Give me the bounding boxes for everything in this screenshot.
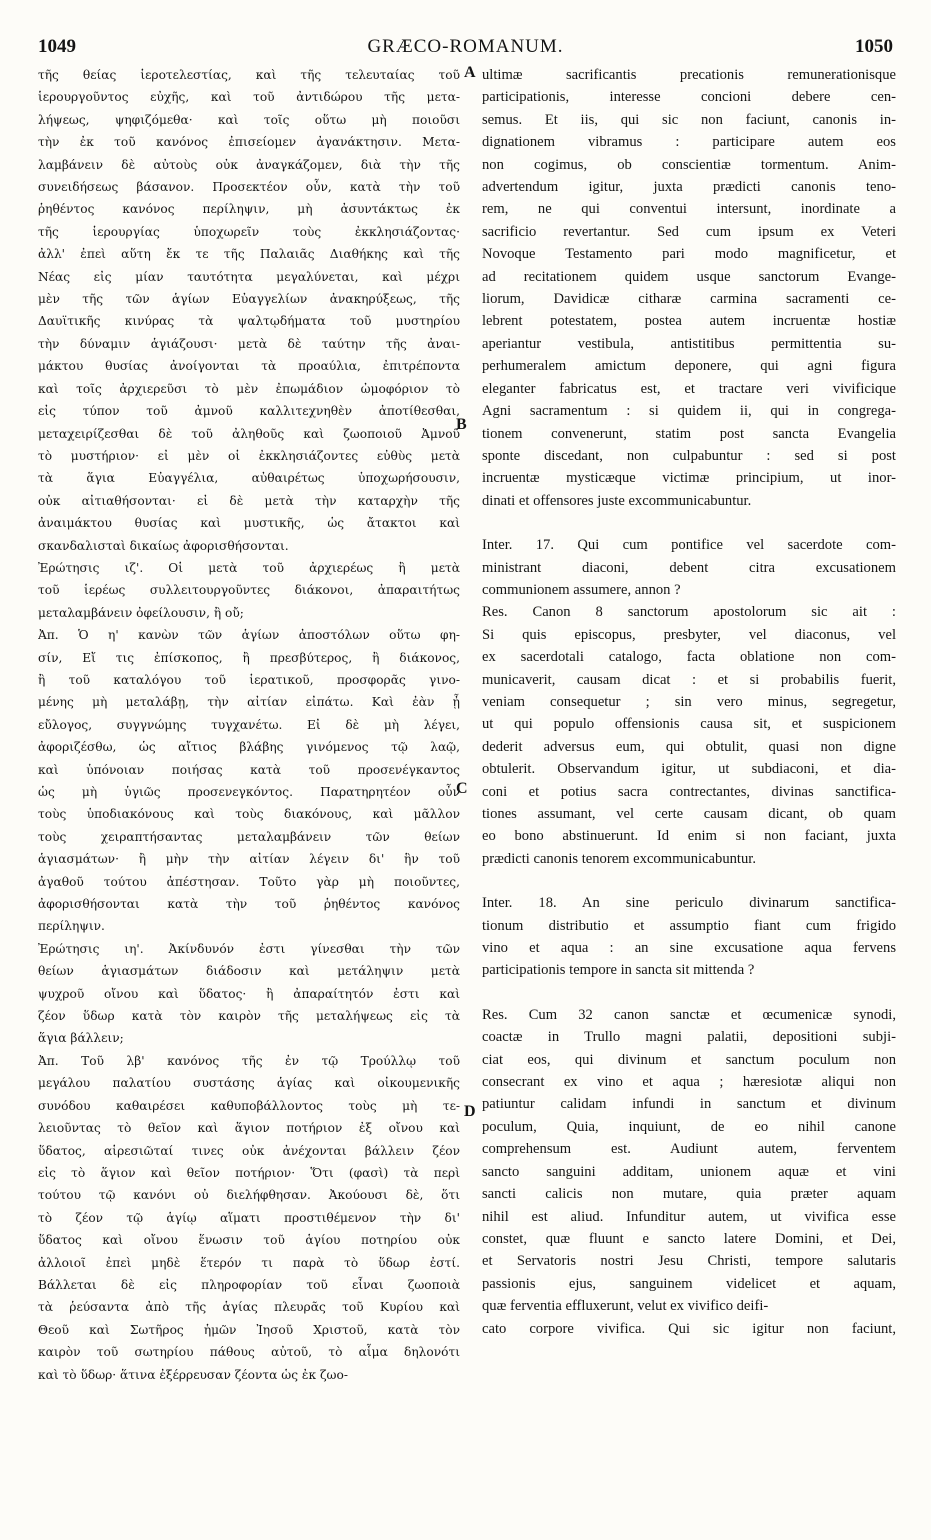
text-line: ὕδατος καὶ οἴνου ἕνωσιν τοῦ ἁγίου ποτηρίου οὐκ [38,1233,460,1248]
text-line: ῥηθέντος κανόνος περίληψιν, μὴ ἀσυντάκτως ἐκ [38,202,460,217]
greek-column [38,64,460,1386]
text-line: aperiantur vestibula, antistitibus permittentia su- [482,335,896,352]
text-line: Si quis episcopus, presbyter, vel diaconus, vel [482,626,896,643]
text-line: ἁγιασμάτων· ἢ μὴν τὴν αἰτίαν λέγειν δι' ἣν τοῦ [38,852,460,867]
text-line: tionem convenerunt, statim post sancta Evangelia [482,425,896,442]
text-line: Res. Canon 8 sanctorum apostolorum sic ait : [482,604,896,621]
text-line: rem, ne qui conventui intersunt, inordinate a [482,201,896,218]
text-line: σίν, Εἴ τις ἐπίσκοπος, ἢ πρεσβύτερος, ἢ διάκονος, [38,650,460,665]
text-line: ἱερουργοῦντος εὐχῆς, καὶ τοῦ ἀντιδώρου τῆς μετα- [38,90,460,105]
section-marker-c: C [456,780,468,797]
text-line: vino et aqua : an sine excusatione aqua fervens [482,940,896,957]
text-line: εἰς τὸ ἅγιον καὶ θεῖον ποτήριον· Ὅτι (φασὶ) τὰ περὶ [38,1165,460,1180]
page-header [38,36,893,62]
text-line: cato corpore vivifica. Qui sic igitur non faciunt, [482,1320,896,1337]
text-line: semus. Et iis, qui sic non faciunt, canonis in- [482,111,896,128]
text-line: οὐκ αἰτιαθήσονται· εἰ δὲ μετὰ τὴν καταρχὴν τῆς [38,493,460,508]
section-marker-a: A [464,64,476,81]
text-line: prædicti canonis tenorem excommunicabuntur. [482,850,756,867]
left-page-number: 1049 [38,36,76,57]
text-line: λήψεως, ψηφιζόμεθα· καὶ τοῖς οὕτω μὴ ποιοῦσι [38,112,460,127]
text-line: τοὺς ὑποδιακόνους καὶ τοὺς διακόνους, καὶ μᾶλλον [38,807,460,822]
text-line: σκανδαλισταὶ δικαίως ἀφορισθήσονται. [38,538,289,553]
text-line: Ἀπ. Τοῦ λβ' κανόνος τῆς ἐν τῷ Τρούλλῳ τοῦ [38,1053,460,1068]
text-line: ἢ τοῦ καταλόγου τοῦ ἱερατικοῦ, προσφορᾶς γινο- [38,672,460,687]
text-line: ψυχροῦ οἴνου καὶ ὕδατος· ἢ ἀπαραίτητόν ἐστι καὶ [38,986,460,1001]
running-title: GRÆCO-ROMANUM. [367,36,564,57]
text-line: καὶ τοῖς ἀρχιερεῦσι τὸ μὲν ἐπωμάδιον ὠμοφόριον τὸ [38,381,460,396]
text-line: eo bono abstinuerunt. Id enim si non faciant, juxta [482,828,896,845]
text-line: ἀγαθοῦ τούτου ἀπέστησαν. Τοῦτο γὰρ μὴ ποιοῦντες, [38,874,460,889]
text-line: ὡς μὴ ὑγιῶς προσενεγκόντος. Παρατηρητέον οὖν [38,785,460,799]
text-line: τοῦ ἱερέως συλλειτουργοῦντες διάκονοι, ἀπαραιτήτως [38,583,460,598]
text-line: Βάλλεται δὲ εἰς πληροφορίαν τοῦ εἶναι ζωοποιὰ [38,1277,460,1292]
text-line: μὲν τῆς τῶν ἁγίων Εὐαγγελίων ἀνακηρύξεως, τῆς [38,292,460,307]
text-line: μάκτου θυσίας ἀνοίγονται τὰ προαύλια, ἐπιτρέποντα [38,359,460,374]
text-line: τοὺς χειραπτήσαντας μεταλαμβάνειν τῶν θείων [38,829,460,844]
text-line: communionem assumere, annon ? [482,581,681,598]
text-line: quæ ferventia effluxerunt, velut ex vivifico deifi- [482,1298,769,1315]
text-line: ἀφοριζέσθω, ὡς αἴτιος βλάβης γινόμενος τῷ λαῷ, [38,740,460,755]
text-line: ἀναιμάκτου θυσίας καὶ μυστικῆς, ὡς ἄτακτοι καὶ [38,516,460,531]
text-line: καιρὸν τοῦ σωτηρίου πάθους αὐτοῦ, τὸ αἷμα δηλονότι [38,1345,460,1360]
text-line: ad recitationem quidem usque sanctorum Evange- [482,268,896,285]
text-line: ciat eos, qui divinum et sanctum poculum non [482,1051,896,1068]
text-line: Inter. 17. Qui cum pontifice vel sacerdote com- [482,537,896,554]
text-line: passionis ejus, sanguinem videlicet et aquam, [482,1275,896,1292]
text-line: ἀλλ' ἐπεὶ αὕτη ἔκ τε τῆς Παλαιᾶς Διαθήκης καὶ τῆς [38,247,460,262]
right-page-number: 1050 [854,36,893,57]
text-line: liorum, Davidicæ citharæ carmina sacramenti ce- [482,291,896,308]
text-line: θείων ἁγιασμάτων διάδοσιν καὶ μετάληψιν μετὰ [38,964,460,979]
text-line: Ἀπ. Ὁ η' κανὼν τῶν ἁγίων ἀποστόλων οὕτω φη- [38,628,460,643]
paragraph-gap [482,870,896,892]
text-line: tionum distributio et assumptio fiant cum frigido [482,917,896,934]
text-line: τὴν δύναμιν ἁγιάζουσι· μετὰ δὲ ταύτην τῆς ἀναι- [38,336,460,351]
text-line: συνόδου καθαιρέσει καθυποβάλλοντος τοὺς μὴ τε- [38,1098,460,1113]
text-line: obtulerit. Observandum igitur, ut subdiaconi, et dia- [482,761,896,778]
text-line: dignationem vibramus : participare autem eos [482,134,896,151]
text-line: τὰ ῥεύσαντα ἀπὸ τῆς ἁγίας πλευρᾶς τοῦ Κυρίου καὶ [38,1300,460,1315]
text-line: participationis tempore in sancta sit mittenda ? [482,962,755,979]
text-line: ultimæ sacrificantis precationis remunerationisque [482,67,896,83]
text-line: sacrificio revertantur. Sed cum ipsum ex Veteri [482,223,896,240]
text-line: non cogimus, ob conscientiæ tormentum. Anim- [482,156,896,173]
text-line: ζέον ὕδωρ κατὰ τὸν καιρὸν τῆς μεταλήψεως εἰς τὰ [38,1009,460,1024]
text-line: τῆς ἱερουργίας ὑποχωρεῖν τοὺς ἐκκλησιάζοντας· [38,224,460,239]
section-marker-b: B [456,416,467,433]
text-line: μένης μὴ μεταλάβῃ, τὴν αἰτίαν εἰπάτω. Καὶ ἐὰν ᾖ [38,695,460,710]
text-line: Agni sacramentum : si quidem ii, qui in congrega- [482,403,896,420]
text-line: coni et potius sacra contrectantes, divinas sanctifica- [482,783,896,800]
text-line: sancto sanguini additam, unionem aquæ et vini [482,1163,896,1180]
text-line: ἀλλοιοῖ ἐπεὶ μηδὲ ἕτερόν τι παρὰ τὸ ὕδωρ ἐστί. [38,1255,460,1270]
text-line: Θεοῦ καὶ Σωτῆρος ἡμῶν Ἰησοῦ Χριστοῦ, κατὰ τὸν [38,1322,460,1337]
text-line: μεταλαμβάνειν ὀφείλουσιν, ἢ οὔ; [38,605,244,620]
text-line: ministrant diaconi, debent citra excusationem [482,559,896,576]
text-line: consecrant ex vino et aqua ; hæresiotæ aliqui non [482,1074,896,1091]
text-line: τὰ ἅγια Εὐαγγέλια, αὐθαιρέτως ὑποχωρήσουσιν, [38,471,460,486]
text-line: nihil est aliud. Infunditur autem, ut vivifica esse [482,1208,896,1225]
text-line: dinati et offensores juste excommunicabuntur. [482,492,752,509]
text-line: veniam consequetur ; sin vero minus, segregetur, [482,693,896,710]
text-line: Ἐρώτησις ιζ'. Οἱ μετὰ τοῦ ἀρχιερέως ἢ μετὰ [38,560,460,575]
text-line: sponte discedant, non culpabuntur : sed si post [482,447,896,464]
text-line: Δαυϊτικῆς κινύρας τὰ ψαλτῳδήματα τοῦ μυστηρίου [38,314,460,329]
text-line: incruentæ mysticæque victimæ principium, ut inor- [482,470,896,487]
text-line: περίληψιν. [38,919,105,934]
text-line: τῆς θείας ἱεροτελεστίας, καὶ τῆς τελευταίας τοῦ [38,68,460,82]
text-line: τὸ μυστήριον· εἰ μὲν οἱ ἐκκλησιάζοντες εὐθὺς μετὰ [38,448,460,463]
text-line: comprehensum est. Audiunt autem, ferventem [482,1141,896,1158]
text-line: μεταχειρίζεσθαι δὲ τοῦ ἀληθοῦς καὶ ζωοποιοῦ Ἀμνοῦ [38,426,460,441]
text-line: ἀφορισθήσονται κατὰ τὴν τοῦ ῥηθέντος κανόνος [38,897,460,912]
section-marker-d: D [464,1103,476,1120]
paragraph-gap [482,512,896,534]
text-line: λαμβάνειν δὲ αὐτοὺς οὐκ ἀναγκάζομεν, διὰ τὴν τῆς [38,157,460,172]
text-line: τὸ ζέον τῷ ἁγίῳ αἵματι προστιθέμενον τὴν δι' [38,1210,460,1225]
text-line: perhumeralem amictum deponere, qui agni figura [482,358,896,375]
text-line: ut qui populo offensionis causa sit, et suspicionem [482,716,896,733]
text-line: poculum, Quia, inquiunt, de eo nihil canone [482,1118,896,1135]
text-line: tiones assumant, vel certe causam dicant, ob quam [482,806,896,822]
text-line: advertendum igitur, juxta prædicti canonis teno- [482,179,896,196]
text-line: ἅγια βάλλειν; [38,1031,124,1046]
text-line: Inter. 18. An sine periculo divinarum sanctifica- [482,895,896,912]
text-line: μεγάλου παλατίου συστάσης ἁγίας καὶ οἰκουμενικῆς [38,1076,460,1091]
text-line: εὔλογος, συγγνώμης τυγχανέτω. Εἰ δὲ μὴ λέγει, [38,717,460,732]
text-line: Novoque Testamento pari modo magnificetur, et [482,246,896,263]
text-line: coactæ in Trullo magni palatii, depositioni subji- [482,1029,896,1046]
text-line: Res. Cum 32 canon sanctæ et œcumenicæ synodi, [482,1006,896,1023]
text-line: καὶ τὸ ὕδωρ· ἅτινα ἐξέρρευσαν ζέοντα ὡς ἐκ ζωο- [38,1367,348,1382]
text-line: et Servatoris nostri Jesu Christi, tempore salutaris [482,1253,896,1270]
text-line: καὶ ὑπόνοιαν ποιήσας κατὰ τοῦ προσενέγκαντος [38,762,460,777]
text-line: Ἐρώτησις ιη'. Ἀκίνδυνόν ἐστι γίνεσθαι τὴν τῶν [38,941,460,956]
text-line: εἰς τύπον τοῦ ἀμνοῦ καλλιτεχνηθὲν ἀποτίθεσθαι, [38,404,460,419]
text-line: ex sacerdotali catalogo, facta oblatione non com- [482,649,896,666]
text-line: τὴν ἐκ τοῦ κανόνος ἐπισείομεν ἀγανάκτησιν. Μετα- [38,135,460,150]
text-line: συνειδήσεως βάσανον. Προσεκτέον οὖν, κατὰ τὴν τοῦ [38,180,460,195]
text-line: ὕδατος, αἱρεσιῶταί τινες οὐκ ἀνέχονται βάλλειν ζέον [38,1143,460,1158]
text-line: eleganter fabricatus est, et tractare veri vivificique [482,380,896,397]
text-line: Νέας εἰς μίαν ταυτότητα μεγαλύνεται, καὶ μέχρι [38,269,460,284]
text-line: constet, quæ fluunt e sancto latere Domini, et Dei, [482,1230,896,1247]
text-line: participationis, interesse concioni debere cen- [482,89,896,106]
paragraph-gap [482,982,896,1004]
latin-column [482,64,896,1340]
text-line: patiuntur calidam infundi in sanctum et divinum [482,1096,896,1113]
text-line: municaverit, causam dicat : et si probabilis fuerit, [482,671,896,688]
text-line: λειοῦντας τὸ θεῖον καὶ ἅγιον ποτήριον ἐξ οἴνου καὶ [38,1121,460,1136]
text-line: sancti calicis non mutare, quia præter aquam [482,1186,896,1203]
text-line: τούτου τῷ κανόνι οὐ διελήφθησαν. Ἀκούουσι δὲ, ὅτι [38,1188,460,1203]
text-line: dederit adversus eum, qui obtulit, quasi non digne [482,738,896,755]
text-line: lebrent potestatem, postea autem incruentæ hostiæ [482,313,896,330]
